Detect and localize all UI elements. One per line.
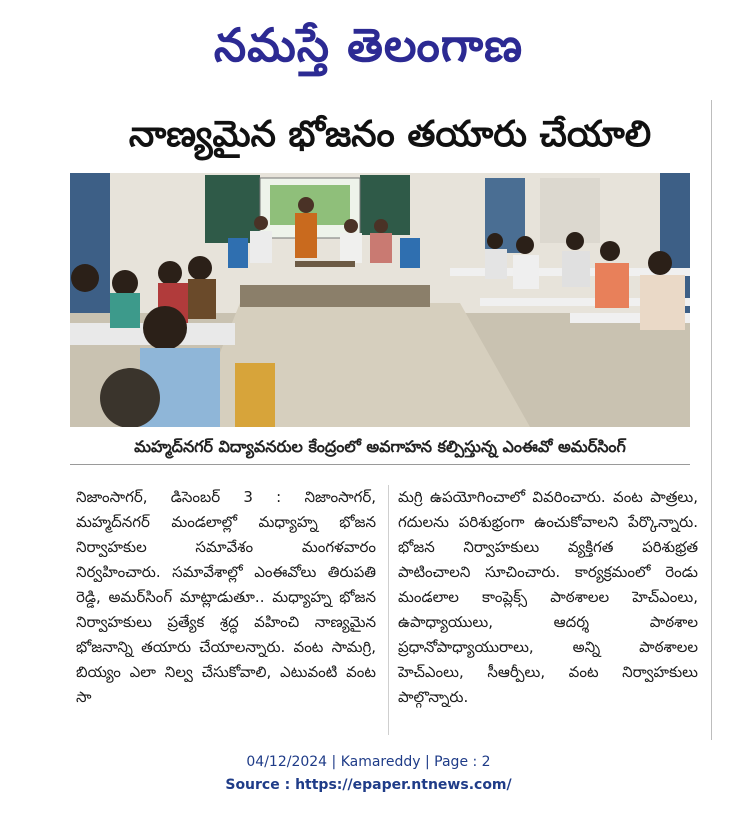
newspaper-masthead: నమస్తే తెలంగాణ [213, 18, 524, 72]
article-photo [70, 173, 690, 427]
article-column-1: నిజాంసాగర్, డిసెంబర్ 3 : నిజాంసాగర్, మహ్మద్‌నగర్ మండలాల్లో మధ్యాహ్న భోజన నిర్వాహకుల సమావేశం మంగళవారం నిర్వహించారు. సమావేశాల్లో ఎంఈవోలు తిరుపతి రెడ్డి, అమర్‌సింగ్ మాట్లాడుతూ.. మధ్యాహ్న భోజన నిర్వాహకులు ప్రత్యేక శ్రద్ధ వహించి నాణ్యమైన భోజనాన్ని తయారు చేయాలన్నారు. వంట సామగ్రి, బియ్యం ఎలా నిల్వ చేసుకోవాలి, ఎటువంటి వంట సా [76, 488, 376, 706]
footer-edition-info: 04/12/2024 | Kamareddy | Page : 2 [246, 754, 491, 770]
column-divider [388, 485, 389, 735]
page-edge-rule [711, 100, 712, 740]
footer-source-link[interactable]: Source : https://epaper.ntnews.com/ [225, 777, 512, 793]
classroom-meeting-photo [70, 173, 690, 427]
article-column-2: మగ్రి ఉపయోగించాలో వివరించారు. వంట పాత్రలు, గదులను పరిశుభ్రంగా ఉంచుకోవాలని పేర్కొన్నారు. భోజన నిర్వాహకులు వ్యక్తిగత పరిశుభ్రత పాటించాలని సూచించారు. కార్యక్రమంలో రెండు మండలాల కాంప్లెక్స్ పాఠశాలల హెచ్ఎంలు, ఉపాధ్యాయులు, ఆదర్శ పాఠశాల ప్రధానోపాధ్యాయురాలు, అన్ని పాఠశాలల హెచ్ఎంలు, సీఆర్పీలు, వంట నిర్వాహకులు పాల్గొన్నారు. [398, 488, 698, 706]
photo-caption: మహ్మద్‌నగర్ విద్యావనరుల కేంద్రంలో అవగాహన కల్పిస్తున్న ఎంఈవో అమర్‌సింగ్ [70, 430, 690, 465]
article-headline: నాణ్యమైన భోజనం తయారు చేయాలి [128, 114, 652, 155]
